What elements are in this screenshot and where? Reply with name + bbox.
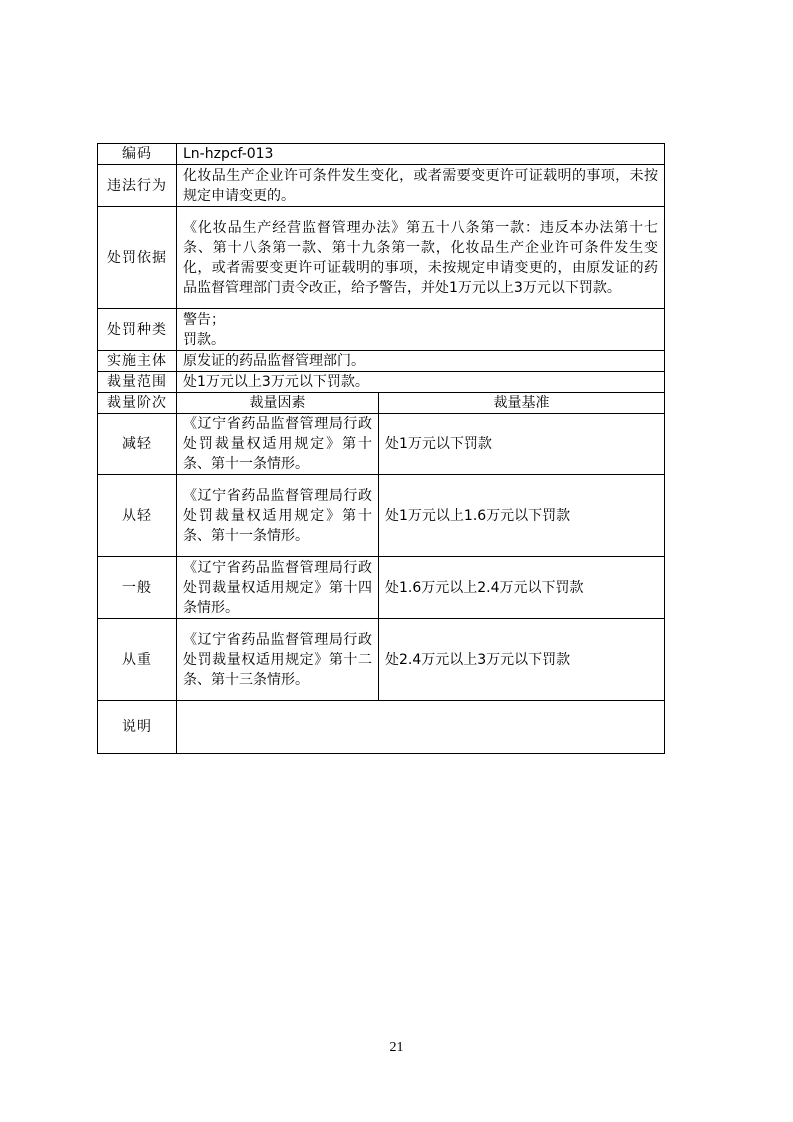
penalty-discretion-table: [97, 143, 665, 754]
level-row-heavy: [98, 619, 665, 701]
penalty-type-warning: 警告；: [183, 311, 225, 328]
header-factor: 裁量因素: [177, 393, 379, 414]
header-level: 裁量阶次: [98, 393, 177, 414]
row-header: [98, 393, 665, 414]
row-subject: [98, 351, 665, 372]
row-range: [98, 372, 665, 393]
level-factor: 《辽宁省药品监督管理局行政处罚裁量权适用规定》第十四条情形。: [177, 557, 379, 619]
basis-label: 处罚依据: [98, 207, 177, 309]
penalty-type-label: 处罚种类: [98, 309, 177, 351]
level-factor: 《辽宁省药品监督管理局行政处罚裁量权适用规定》第十条、第十一条情形。: [177, 475, 379, 557]
level-standard: 处1万元以下罚款: [379, 414, 665, 475]
row-notes: [98, 701, 665, 754]
code-value: Ln-hzpcf-013: [177, 144, 665, 165]
subject-label: 实施主体: [98, 351, 177, 372]
level-row-general: [98, 557, 665, 619]
level-row-light: [98, 475, 665, 557]
level-factor: 《辽宁省药品监督管理局行政处罚裁量权适用规定》第十条、第十一条情形。: [177, 414, 379, 475]
subject-value: 原发证的药品监督管理部门。: [177, 351, 665, 372]
level-name: 从轻: [98, 475, 177, 557]
violation-label: 违法行为: [98, 165, 177, 207]
code-label: 编码: [98, 144, 177, 165]
violation-value: 化妆品生产企业许可条件发生变化，或者需要变更许可证载明的事项，未按规定申请变更的。: [177, 165, 665, 207]
level-standard: 处1万元以上1.6万元以下罚款: [379, 475, 665, 557]
row-code: [98, 144, 665, 165]
penalty-type-fine: 罚款。: [183, 331, 225, 348]
level-name: 从重: [98, 619, 177, 701]
level-standard: 处1.6万元以上2.4万元以下罚款: [379, 557, 665, 619]
level-row-lighten: [98, 414, 665, 475]
range-value: 处1万元以上3万元以下罚款。: [177, 372, 665, 393]
page-number: 21: [389, 1040, 404, 1055]
level-factor: 《辽宁省药品监督管理局行政处罚裁量权适用规定》第十二条、第十三条情形。: [177, 619, 379, 701]
header-standard: 裁量基准: [379, 393, 665, 414]
range-label: 裁量范围: [98, 372, 177, 393]
row-violation: [98, 165, 665, 207]
row-penalty-type: [98, 309, 665, 351]
level-name: 一般: [98, 557, 177, 619]
penalty-type-values: [177, 309, 665, 351]
level-standard: 处2.4万元以上3万元以下罚款: [379, 619, 665, 701]
level-name: 减轻: [98, 414, 177, 475]
notes-value: [177, 701, 665, 754]
notes-label: 说明: [98, 701, 177, 754]
basis-value: 《化妆品生产经营监督管理办法》第五十八条第一款：违反本办法第十七条、第十八条第一款、第十九条第一款，化妆品生产企业许可条件发生变化，或者需要变更许可证载明的事项，未按规定申请变更的，由原发证的药品监督管理部门责令改正，给予警告，并处1万元以上3万元以下罚款。: [177, 207, 665, 309]
row-basis: [98, 207, 665, 309]
